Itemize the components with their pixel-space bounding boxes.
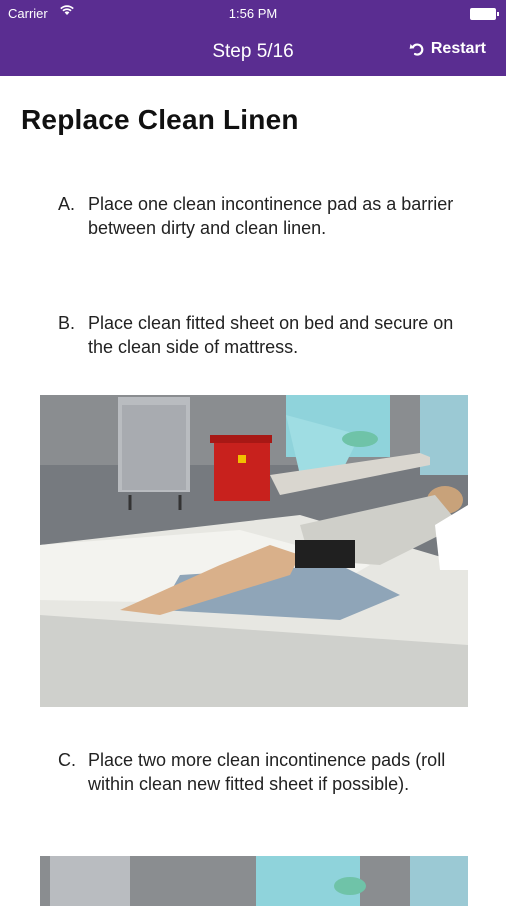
step-letter: B. [58,313,76,333]
battery-icon [470,8,496,20]
page-title: Replace Clean Linen [21,104,299,135]
step-letter: C. [58,750,76,770]
step-letter: A. [58,194,76,214]
step-item-b [58,311,468,359]
navigation-bar [0,0,506,76]
restart-button[interactable] [409,40,486,58]
restart-label: Restart [430,40,486,57]
step-counter-title: Step 5/16 [212,41,294,62]
step-item-c [58,748,468,796]
undo-arrow-icon [409,41,425,57]
step-text: Place two more clean incontinence pads (roll within clean new fitted sheet if possible). [88,750,446,794]
step-item-a [58,192,468,240]
clock: 1:56 PM [228,6,278,21]
carrier-label: Carrier [8,6,48,21]
step-text: Place clean fitted sheet on bed and secure on the clean side of mattress. [88,313,454,357]
second-bed-photo [40,856,468,906]
status-bar [0,0,506,26]
bed-photo [40,395,468,707]
step-text: Place one clean incontinence pad as a barrier between dirty and clean linen. [88,194,454,238]
